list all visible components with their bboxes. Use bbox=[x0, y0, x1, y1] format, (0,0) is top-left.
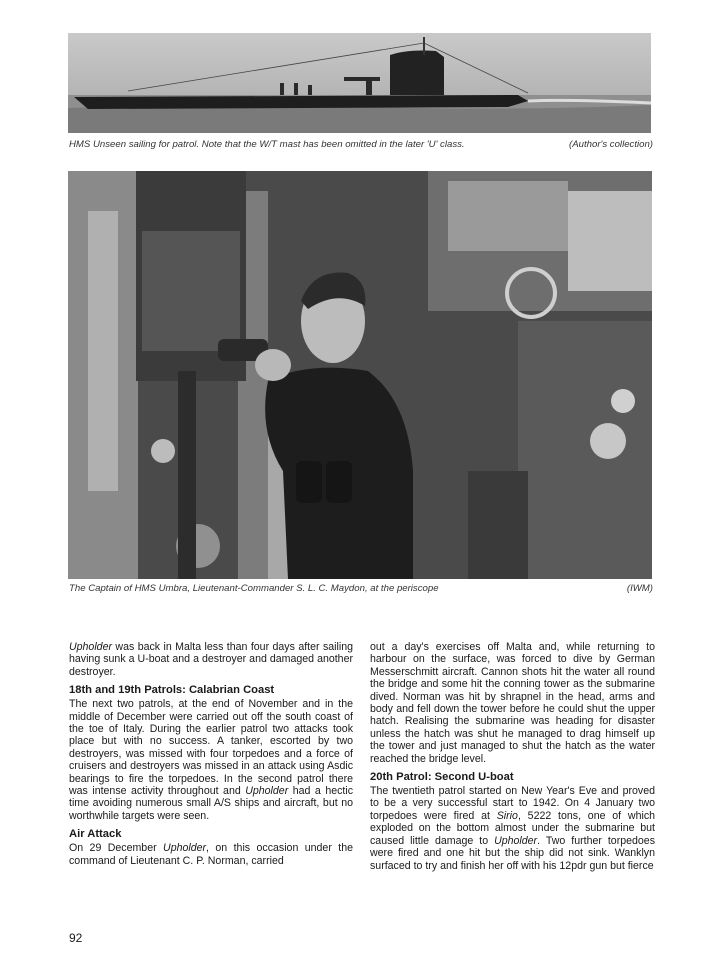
ship-name: Upholder bbox=[69, 641, 112, 653]
right-text-column bbox=[370, 641, 655, 872]
periscope-illustration bbox=[68, 171, 652, 579]
paragraph: On 29 December Upholder, on this occasion under the command of Lieutenant C. P. Norman, carried bbox=[69, 842, 353, 867]
top-photo-credit: (Author's collection) bbox=[569, 139, 653, 150]
main-photo-caption: The Captain of HMS Umbra, Lieutenant-Commander S. L. C. Maydon, at the periscope bbox=[69, 583, 439, 594]
submarine-photo bbox=[68, 33, 651, 133]
main-photo-credit: (IWM) bbox=[626, 583, 653, 594]
left-text-column bbox=[69, 641, 353, 867]
submarine-illustration bbox=[68, 33, 651, 133]
top-photo-caption: HMS Unseen sailing for patrol. Note that the W/T mast has been omitted in the later 'U' class. bbox=[69, 139, 465, 150]
section-heading: 18th and 19th Patrols: Calabrian Coast bbox=[69, 684, 275, 697]
page-number: 92 bbox=[69, 931, 83, 945]
paragraph: out a day's exercises off Malta and, while returning to harbour on the surface, was forced to dive by German Messerschmitt aircraft. Cannon shots hit the water all round the bridge and some hit the conning tower as the submarine dived. Norman was hit by shrapnel in the head, arms and body and fell down the tower before he could shut the upper hatch. Realising the submarine was heading for disaster unless the hatch was shut he managed to drag himself up the tower and just managed to shut the hatch as the water reached the bridge level. bbox=[370, 641, 655, 765]
paragraph: The next two patrols, at the end of November and in the middle of December were carried out off the south coast of the toe of Italy. During the earlier patrol two attacks took place but with no success. A tanker, escorted by two destroyers, was missed with four torpedoes and a force of cruisers and destroyers was missed in an attack using Asdic bearings to fire the torpedoes. In the second patrol there was intense activity throughout and Upholder had a hectic time avoiding numerous small A/S ships and aircraft, but no worthwhile targets were seen. bbox=[69, 698, 353, 822]
section-heading: Air Attack bbox=[69, 828, 122, 841]
section-heading: 20th Patrol: Second U-boat bbox=[370, 771, 514, 784]
paragraph: The twentieth patrol started on New Year's Eve and proved to be a very successful start to 1942. On 4 January two torpedoes were fired at Sirio, 5222 tons, one of which exploded on the bottom almost under the submarine but caused little damage to Upholder. Two further torpedoes were fired and one hit but the ship did not sink. Wanklyn surfaced to try and finish her off with his 12pdr gun but fierce bbox=[370, 785, 656, 872]
paragraph bbox=[69, 641, 353, 678]
paragraph-text: was back in Malta less than four days after sailing having sunk a U-boat and a destroyer and damaged another destroyer. bbox=[69, 641, 353, 678]
periscope-photo bbox=[68, 171, 652, 579]
